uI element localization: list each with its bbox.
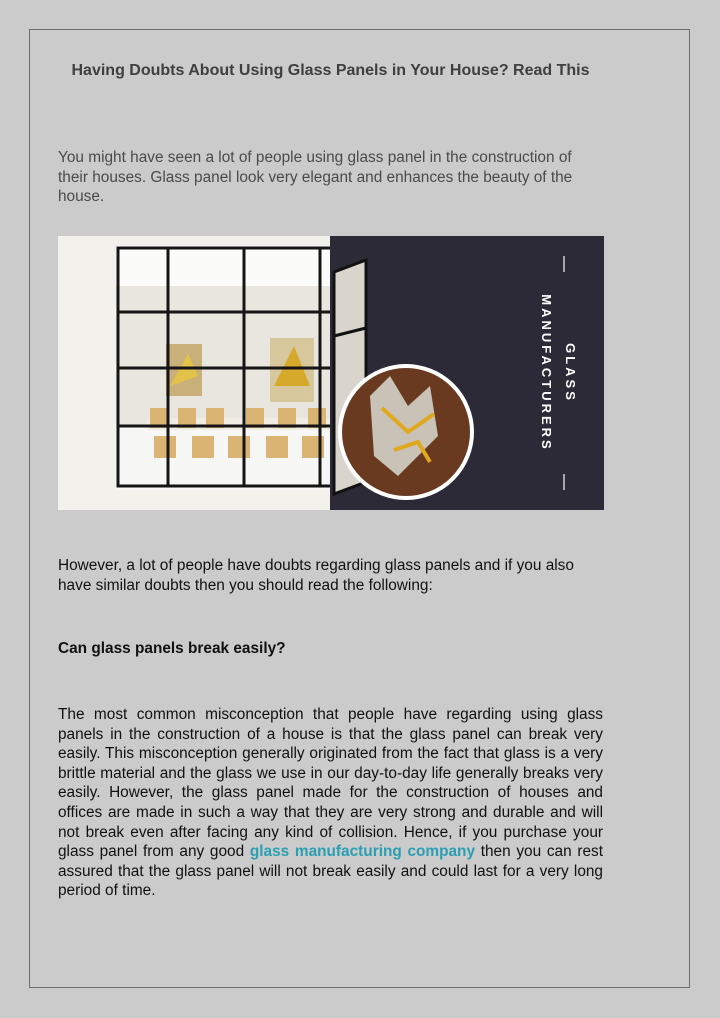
body-text-after-link: then you can rest assured that the glass panel will not break easily and could last for a very long period of time. — [58, 843, 603, 900]
banner-text-glass: GLASS — [563, 343, 578, 403]
section-heading: Can glass panels break easily? — [58, 640, 286, 657]
glass-manufacturing-company-link[interactable]: glass manufacturing company — [249, 843, 476, 861]
body-text-before-link: The most common misconception that people have regarding using glass panels in the construction of a house is that the glass panel can break very easily. This misconception generally originated from the fact that glass is a very brittle material and the glass we use in our day-to-day life generally breaks very easily. However, the glass panel made for the construction of houses and offices are made in such a way that they are very strong and durable and will not break even after facing any kind of collision. Hence, if you purchase your glass panel from any good — [58, 706, 603, 861]
banner-text-manufacturers: MANUFACTURERS — [539, 294, 554, 452]
page-title: Having Doubts About Using Glass Panels in Your House? Read This — [71, 62, 590, 79]
glass-manufacturers-banner — [58, 236, 604, 510]
body-paragraph — [58, 705, 603, 901]
banner-image — [58, 236, 604, 510]
intro-paragraph: You might have seen a lot of people using glass panel in the construction of their houses. Glass panel look very elegant and enhances the beauty of the house. — [58, 149, 573, 206]
doubts-paragraph: However, a lot of people have doubts regarding glass panels and if you also have similar doubts then you should read the following: — [58, 557, 574, 594]
